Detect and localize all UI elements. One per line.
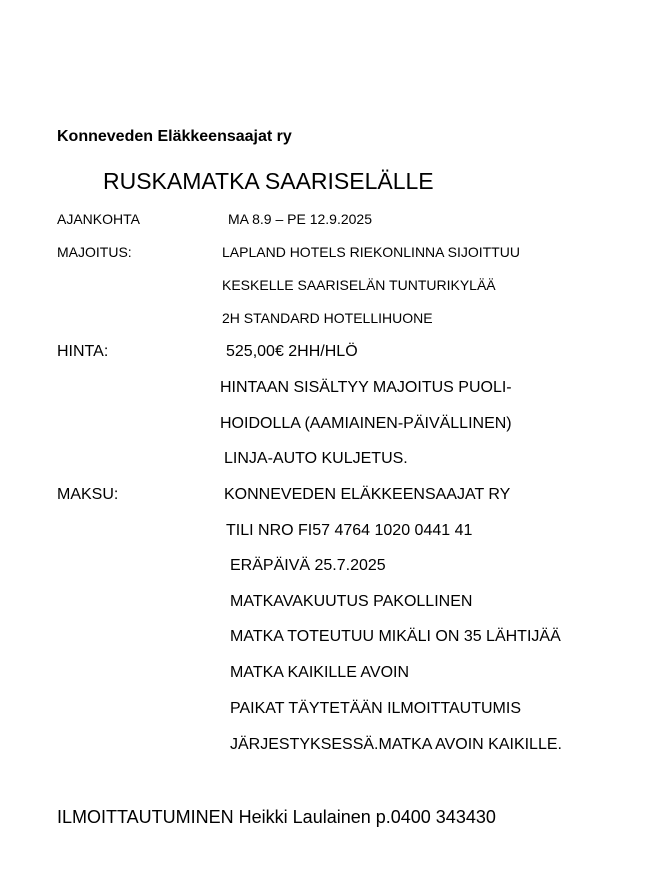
maksu-line: JÄRJESTYKSESSÄ.MATKA AVOIN KAIKILLE. [230,736,562,753]
majoitus-line: KESKELLE SAARISELÄN TUNTURIKYLÄÄ [222,277,496,293]
hinta-line: LINJA-AUTO KULJETUS. [224,450,408,467]
registration-info: ILMOITTAUTUMINEN Heikki Laulainen p.0400 343430 [57,807,496,827]
maksu-line: KONNEVEDEN ELÄKKEENSAAJAT RY [224,486,511,503]
hinta-line: 525,00€ 2HH/HLÖ [226,343,358,360]
ajankohta-label: AJANKOHTA [57,211,140,227]
majoitus-label: MAJOITUS: [57,244,132,260]
maksu-line: TILI NRO FI57 4764 1020 0441 41 [226,522,473,539]
maksu-line: MATKA TOTEUTUU MIKÄLI ON 35 LÄHTIJÄÄ [230,628,561,645]
majoitus-line: LAPLAND HOTELS RIEKONLINNA SIJOITTUU [222,244,520,260]
maksu-line: ERÄPÄIVÄ 25.7.2025 [230,557,386,574]
hinta-label: HINTA: [57,343,109,360]
organization-name: Konneveden Eläkkeensaajat ry [57,128,292,145]
hinta-line: HINTAAN SISÄLTYY MAJOITUS PUOLI- [220,379,512,396]
maksu-line: PAIKAT TÄYTETÄÄN ILMOITTAUTUMIS [230,700,521,717]
maksu-line: MATKAVAKUUTUS PAKOLLINEN [230,593,473,610]
maksu-label: MAKSU: [57,486,119,503]
hinta-line: HOIDOLLA (AAMIAINEN-PÄIVÄLLINEN) [220,415,512,432]
maksu-line: MATKA KAIKILLE AVOIN [230,664,410,681]
page-title: RUSKAMATKA SAARISELÄLLE [103,168,434,194]
ajankohta-value: MA 8.9 – PE 12.9.2025 [228,211,372,227]
majoitus-line: 2H STANDARD HOTELLIHUONE [222,310,433,326]
